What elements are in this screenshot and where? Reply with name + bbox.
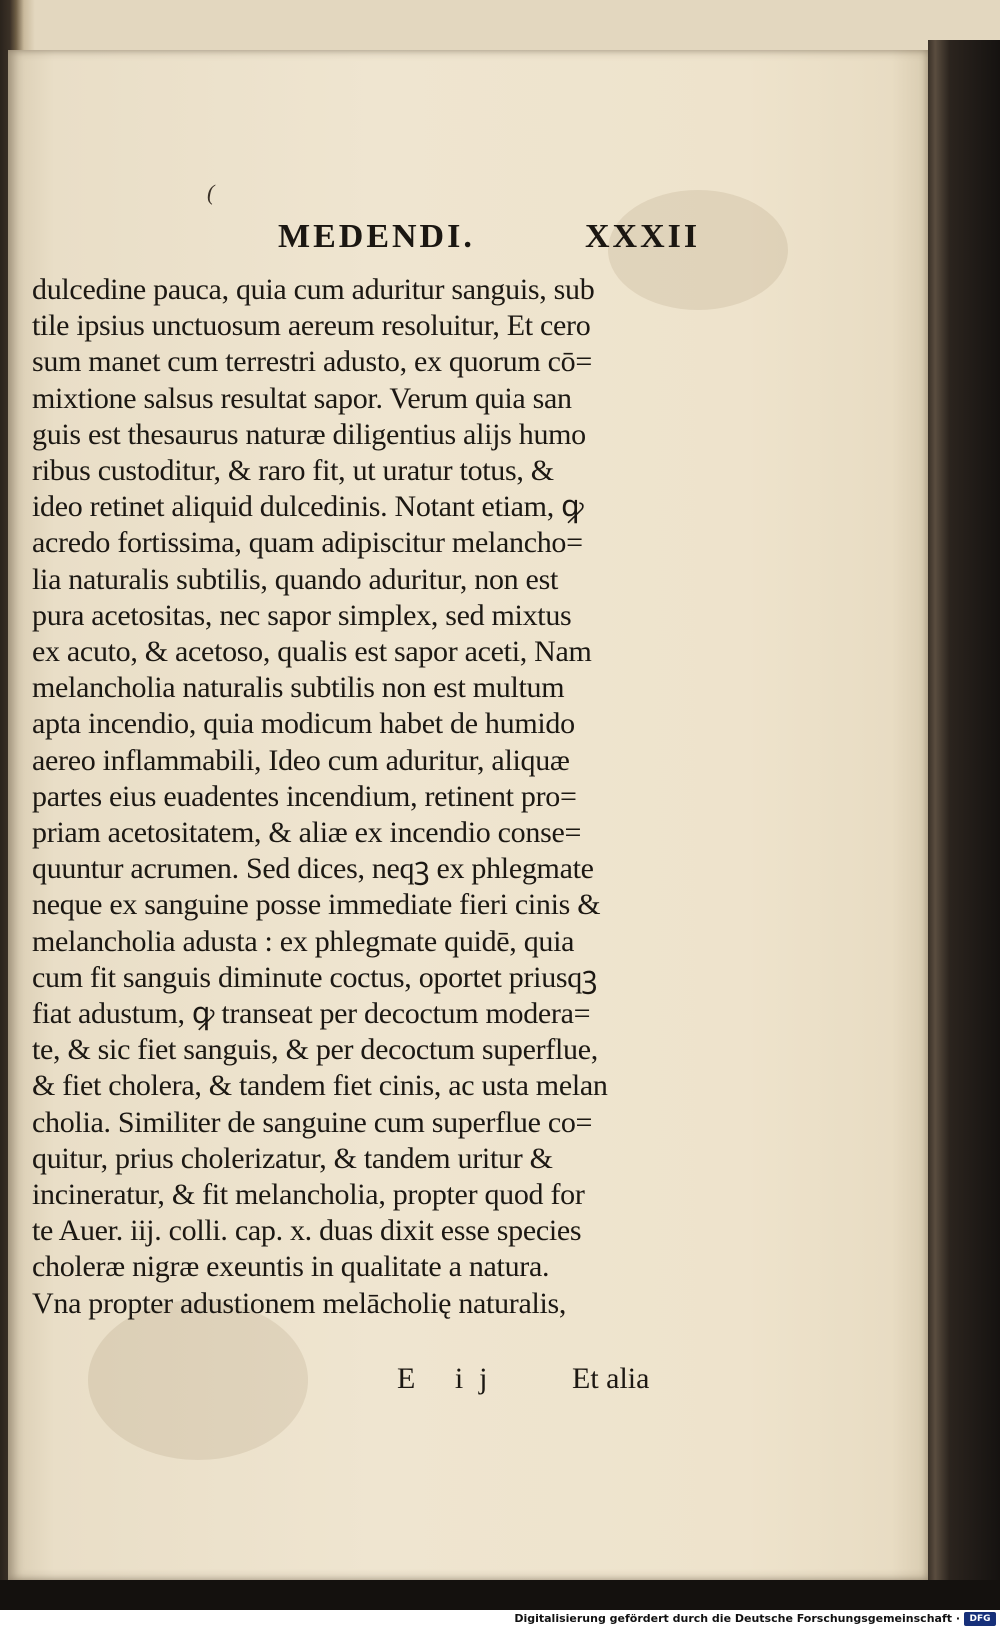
text-line: priam acetositatem, & aliæ ex incendio conse= (32, 816, 582, 850)
margin-mark: ( (207, 180, 215, 205)
signature-mark: E ij (397, 1362, 504, 1395)
text-line: dulcedine pauca, quia cum aduritur sanguis, sub (32, 273, 595, 306)
text-line: apta incendio, quia modicum habet de humido (32, 707, 575, 741)
text-line: incineratur, & fit melancholia, propter quod for (32, 1178, 585, 1212)
text-line: cum fit sanguis diminute coctus, oportet priusqꝫ (32, 960, 598, 994)
text-line: partes eius euadentes incendium, retinent pro= (32, 779, 577, 813)
text-line: & fiet cholera, & tandem fiet cinis, ac usta melan (32, 1069, 608, 1103)
book-edge (928, 40, 1000, 1610)
page-body-text (32, 272, 712, 1322)
text-line: ex acuto, & acetoso, qualis est sapor aceti, Nam (32, 635, 592, 669)
scan-bottom-band (0, 1580, 1000, 1610)
funding-credit: Digitalisierung gefördert durch die Deutsche Forschungsgemeinschaft · (514, 1612, 960, 1625)
text-line: neque ex sanguine posse immediate fieri cinis & (32, 888, 601, 922)
text-line: choleræ nigræ exeuntis in qualitate a natura. (32, 1250, 550, 1284)
catchword: Et alia (572, 1362, 650, 1395)
text-line: cholia. Similiter de sanguine cum superflue co= (32, 1105, 593, 1139)
text-line: quuntur acrumen. Sed dices, neqꝫ ex phlegmate (32, 852, 594, 886)
text-line: acredo fortissima, quam adipiscitur melancho= (32, 526, 583, 560)
text-line: fiat adustum, ꝙ transeat per decoctum modera= (32, 997, 591, 1031)
text-line: mixtione salsus resultat sapor. Verum quia san (32, 381, 572, 415)
folio-number: XXXII (585, 218, 701, 255)
text-line: ideo retinet aliquid dulcedinis. Notant etiam, ꝙ (32, 490, 584, 524)
text-line: te Auer. iij. colli. cap. x. duas dixit esse species (32, 1214, 582, 1248)
text-line: melancholia adusta : ex phlegmate quidē, quia (32, 924, 575, 958)
text-line: ribus custoditur, & raro fit, ut uratur totus, & (32, 454, 554, 488)
text-line: pura acetositas, nec sapor simplex, sed mixtus (32, 598, 572, 632)
dfg-logo-icon: DFG (964, 1612, 996, 1626)
text-line: aereo inflammabili, Ideo cum aduritur, aliquæ (32, 743, 570, 777)
text-line: melancholia naturalis subtilis non est multum (32, 671, 565, 705)
text-line: sum manet cum terrestri adusto, ex quorum cō= (32, 345, 592, 379)
text-line: Vna propter adustionem melācholię naturalis, (32, 1286, 567, 1320)
text-line: lia naturalis subtilis, quando aduritur, non est (32, 562, 558, 596)
text-line: te, & sic fiet sanguis, & per decoctum superflue, (32, 1033, 598, 1067)
text-line: quitur, prius cholerizatur, & tandem uritur & (32, 1141, 553, 1175)
text-line: guis est thesaurus naturæ diligentius alijs humo (32, 417, 586, 451)
paper-stain (88, 1300, 308, 1460)
text-line: tile ipsius unctuosum aereum resoluitur, Et cero (32, 309, 591, 343)
running-head: MEDENDI. (278, 218, 475, 255)
